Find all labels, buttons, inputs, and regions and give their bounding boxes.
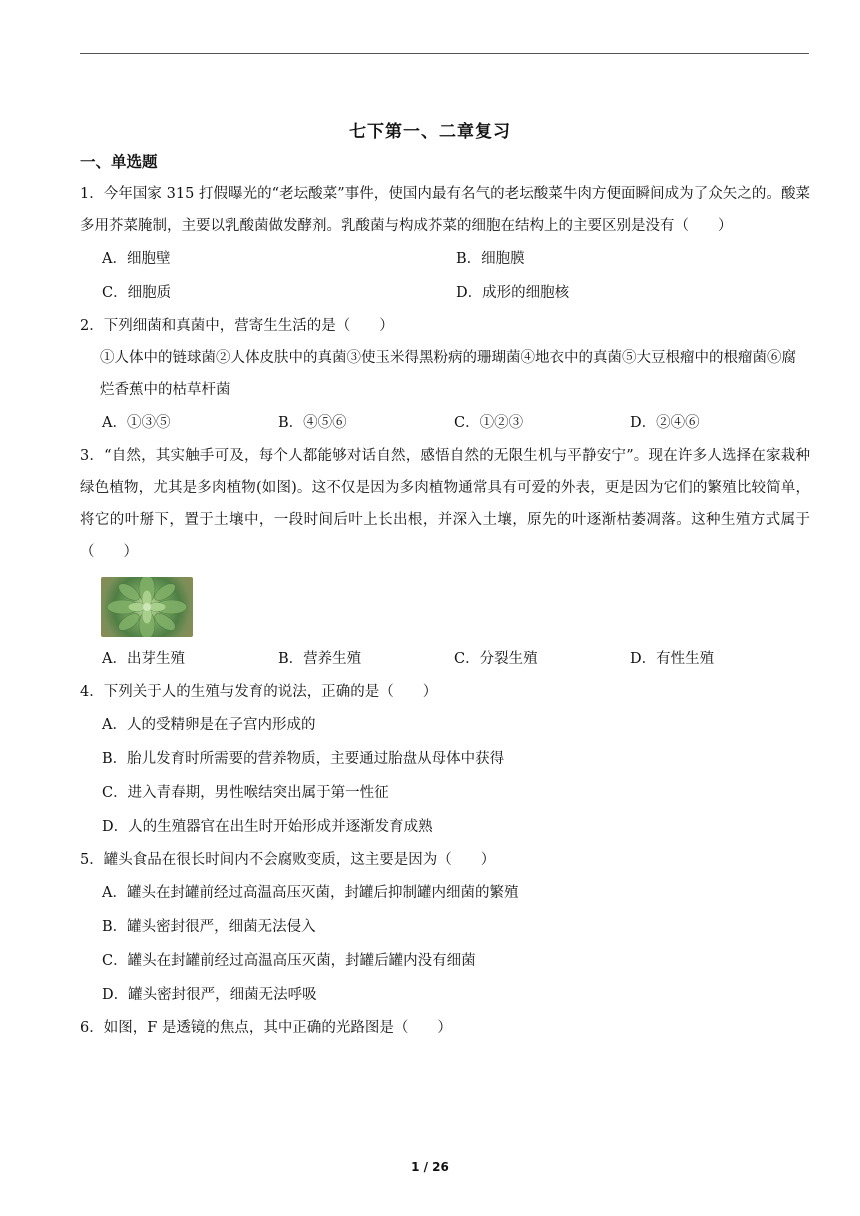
option-c: C．细胞质 [102,285,172,301]
page-number: 1 / 26 [411,1160,449,1174]
option-d: D．有性生殖 [630,651,715,667]
option-b: B．④⑤⑥ [278,415,347,431]
question-stem: 5．罐头食品在很长时间内不会腐败变质，这主要是因为（ ） [80,852,496,868]
question-stem: 1．今年国家 315 打假曝光的“老坛酸菜”事件，使国内最有名气的老坛酸菜牛肉方便面瞬间成为了众矢之的。酸菜多用芥菜腌制，主要以乳酸菌做发酵剂。乳酸菌与构成芥菜的细胞在结构上的主要区别是没有（ ） [80,186,810,234]
option-b: B．营养生殖 [278,651,362,667]
option-c: C．罐头在封罐前经过高温高压灭菌，封罐后罐内没有细菌 [102,953,476,969]
option-d: D．罐头密封很严，细菌无法呼吸 [102,987,317,1003]
document-title: 七下第一、二章复习 [349,122,511,142]
question-sub-text: ①人体中的链球菌②人体皮肤中的真菌③使玉米得黑粉病的珊瑚菌④地衣中的真菌⑤大豆根瘤中的根瘤菌⑥腐烂香蕉中的枯草杆菌 [100,350,796,398]
option-a: A．罐头在封罐前经过高温高压灭菌，封罐后抑制罐内细菌的繁殖 [102,885,519,901]
question-1 [80,178,810,310]
options-row [102,642,810,676]
option-c: C．①②③ [454,415,524,431]
options-list [80,708,810,844]
option-b: B．罐头密封很严，细菌无法侵入 [102,919,316,935]
question-list [80,178,810,1044]
option-d: D．②④⑥ [630,415,700,431]
question-3 [80,440,810,676]
option-a: A．①③⑤ [102,415,171,431]
option-a: A．细胞壁 [102,251,171,267]
option-a: A．人的受精卵是在子宫内形成的 [102,717,316,733]
option-c: C．分裂生殖 [454,651,538,667]
options-row [102,276,810,310]
header-rule [80,53,809,54]
option-d: D．人的生殖器官在出生时开始形成并逐渐发育成熟 [102,819,433,835]
question-stem: 2．下列细菌和真菌中，营寄生生活的是（ ） [80,318,394,334]
question-5 [80,844,810,1012]
options-row [102,406,810,440]
section-heading: 一、单选题 [80,153,158,171]
question-stem: 6．如图，F 是透镜的焦点，其中正确的光路图是（ ） [80,1020,452,1036]
option-b: B．细胞膜 [456,251,525,267]
question-4 [80,676,810,844]
option-a: A．出芽生殖 [102,651,185,667]
succulent-plant-image [101,577,193,637]
question-6 [80,1012,810,1044]
option-c: C．进入青春期，男性喉结突出属于第一性征 [102,785,389,801]
question-stem: 4．下列关于人的生殖与发育的说法，正确的是（ ） [80,684,438,700]
option-d: D．成形的细胞核 [456,285,570,301]
question-stem: 3．“自然，其实触手可及，每个人都能够对话自然，感悟自然的无限生机与平静安宁”。现在许多人选择在家栽种绿色植物，尤其是多肉植物(如图)。这不仅是因为多肉植物通常具有可爱的外表，更是因为它们的繁殖比较简单，将它的叶掰下，置于土壤中，一段时间后叶上长出根，并深入土壤，原先的叶逐渐枯萎凋落。这种生殖方式属于（ ） [80,448,810,560]
question-2 [80,310,810,440]
option-b: B．胎儿发育时所需要的营养物质，主要通过胎盘从母体中获得 [102,751,505,767]
options-list [80,876,810,1012]
options-row [102,242,810,276]
succulent-icon [101,577,193,637]
